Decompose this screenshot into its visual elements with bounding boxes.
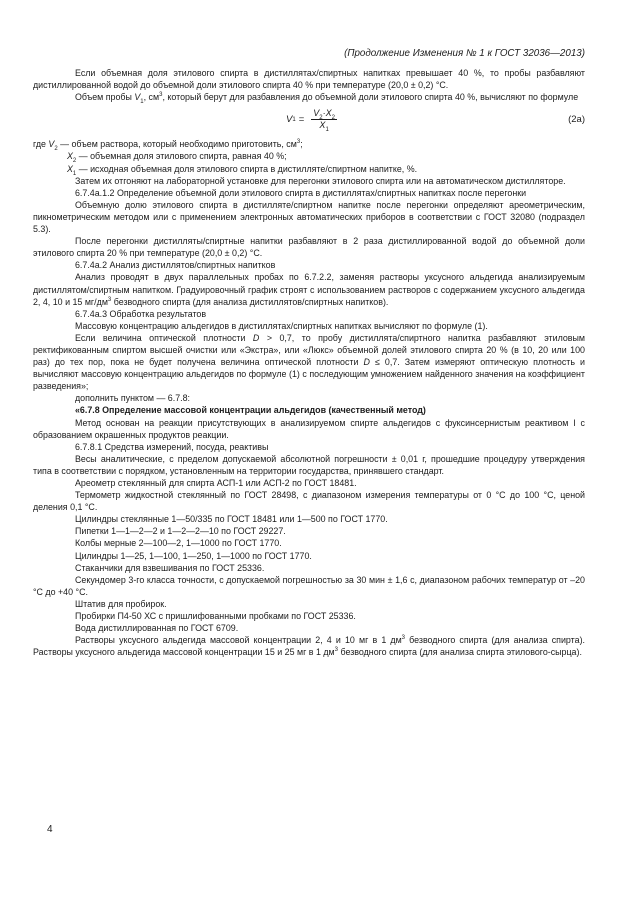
- item-areometer: Ареометр стеклянный для спирта АСП-1 или АСП-2 по ГОСТ 18481.: [75, 478, 357, 488]
- paragraph-distillation: Затем их отгоняют на лабораторной установке для перегонки этилового спирта или на автоматическом дистилляторе.: [75, 175, 566, 186]
- item-test-tubes: Пробирки П4-50 ХС с пришлифованными пробками по ГОСТ 25336.: [75, 611, 356, 622]
- item-glass-cylinders: Цилиндры стеклянные 1—50/335 по ГОСТ 18481 или 1—500 по ГОСТ 1770.: [75, 514, 388, 525]
- paragraph-sample-volume: Объем пробы $V_1$, $см^3$, который берут для разбавления до объемной доли этилового спирта 40 %, вычисляют по формуле: [75, 92, 579, 106]
- item-tube-rack: Штатив для пробирок.: [75, 598, 167, 609]
- paragraph-supplement: дополнить пунктом — 6.7.8:: [75, 393, 190, 404]
- running-header: (Продолжение Изменения № 1 к ГОСТ 32036—2013): [344, 48, 585, 59]
- document-page: [33, 48, 585, 658]
- clause-6-7-4a-2: 6.7.4а.2 Анализ дистиллятов/спиртных напитков: [75, 260, 276, 271]
- item-weighing-cups: Стаканчики для взвешивания по ГОСТ 25336.: [75, 562, 265, 573]
- paragraph-optical-density: Если величина оптической плотности D > 0,7, то пробу дистиллята/спиртного напитка разбавляют этиловым ректификованным спиртом высшей очистки или «Экстра», или «Люкс» объемной долей этилового спирта 20 % (в 10, 20 или 100 раз) до тех пор, пока не будет получена величина оптической плотности D ≤ 0,7. Затем измеряют оптическую плотность и вычисляют массовую концентрацию альдегидов по формуле (1) с последующим умножением найденного значения на коэффициент разведения»;: [33, 332, 585, 392]
- where-v2: где $V_2$ — объем раствора, который необходимо приготовить, $см^3$;: [33, 139, 303, 153]
- item-distilled-water: Вода дистиллированная по ГОСТ 6709.: [75, 623, 239, 634]
- item-stopwatch: Секундомер 3-го класса точности, с допускаемой погрешностью за 30 мин ± 1,6 с, диапазоном рабочих температур от –20 °С до +40 °С.: [33, 574, 585, 597]
- section-title-6-7-8: «6.7.8 Определение массовой концентрации альдегидов (качественный метод): [75, 405, 426, 416]
- formula-2a: V 1 = $\frac{V_2\cdot X_2}{X_1}$ (2a): [286, 108, 585, 134]
- item-cylinders: Цилиндры 1—25, 1—100, 1—250, 1—1000 по ГОСТ 1770.: [75, 550, 312, 561]
- paragraph-analysis: Анализ проводят в двух параллельных пробах по 6.7.2.2, заменяя растворы уксусного альдегида анализируемым дистиллятом/спиртным напитком. Градуировочный график строят с использованием растворов с содержанием уксусного альдегида 2, 4, 10 и 15 $мг/дм^3$ безводного спирта (для анализа дистиллятов/спиртных напитков).: [33, 272, 585, 307]
- formula-number: (2a): [568, 114, 585, 126]
- paragraph-dilute-twice: После перегонки дистилляты/спиртные напитки разбавляют в 2 раза дистиллированной водой до объемной доли этилового спирта 20 % при температуре (20,0 ± 0,2) °С.: [33, 236, 585, 259]
- item-flasks: Колбы мерные 2—100—2, 1—1000 по ГОСТ 1770.: [75, 538, 282, 549]
- item-aldehyde-solutions: Растворы уксусного альдегида массовой концентрации 2, 4 и 10 мг в 1 $дм^3$ безводного спирта (для анализа спирта). Растворы уксусного альдегида массовой концентрации 15 и 25 мг в 1 $дм^3$ безводного спирта (для анализа спирта этилового-сырца).: [33, 635, 585, 658]
- page-number: 4: [47, 824, 53, 835]
- item-thermometer: Термометр жидкостной стеклянный по ГОСТ 28498, с диапазоном измерения температуры от 0 °С до 100 °С, ценой деления 0,1 °С.: [33, 490, 585, 513]
- paragraph-dilution: Если объемная доля этилового спирта в дистиллятах/спиртных напитках превышает 40 %, то пробы разбавляют дистиллированной водой до объемной доли этилового спирта 40 % при температуре (20,0 ± 0,2) °С.: [33, 68, 585, 91]
- clause-6-7-8-1: 6.7.8.1 Средства измерений, посуда, реактивы: [75, 441, 269, 452]
- where-x1: $X_1$ — исходная объемная доля этилового спирта в дистилляте/спиртном напитке, %.: [67, 163, 418, 177]
- where-x2: $X_2$ — объемная доля этилового спирта, равная 40 %;: [67, 151, 287, 165]
- clause-6-7-4a-3: 6.7.4а.3 Обработка результатов: [75, 308, 207, 319]
- item-scales: Весы аналитические, с пределом допускаемой абсолютной погрешности ± 0,01 г, прошедшие процедуру утверждения типа в соответствии с порядком, установленным на территории государства, принявшего стандарт.: [33, 453, 585, 476]
- paragraph-mass-concentration: Массовую концентрацию альдегидов в дистиллятах/спиртных напитках вычисляют по формуле (1).: [75, 320, 488, 331]
- clause-6-7-4a-1-2: 6.7.4а.1.2 Определение объемной доли этилового спирта в дистиллятах/спиртных напитках после перегонки: [75, 187, 527, 198]
- paragraph-method: Метод основан на реакции присутствующих в анализируемом спирте альдегидов с фуксинсернистым реактивом I с образованием окрашенных продуктов реакции.: [33, 417, 585, 440]
- item-pipettes: Пипетки 1—1—2—2 и 1—2—2—10 по ГОСТ 29227.: [75, 526, 286, 537]
- paragraph-volume-fraction: Объемную долю этилового спирта в дистилляте/спиртном напитке после перегонки определяют ареометрическим, пикнометрическим методом или с применением электронных автоматических приборов в соответствии с ГОСТ 32080 (подраздел 5.3).: [33, 199, 585, 235]
